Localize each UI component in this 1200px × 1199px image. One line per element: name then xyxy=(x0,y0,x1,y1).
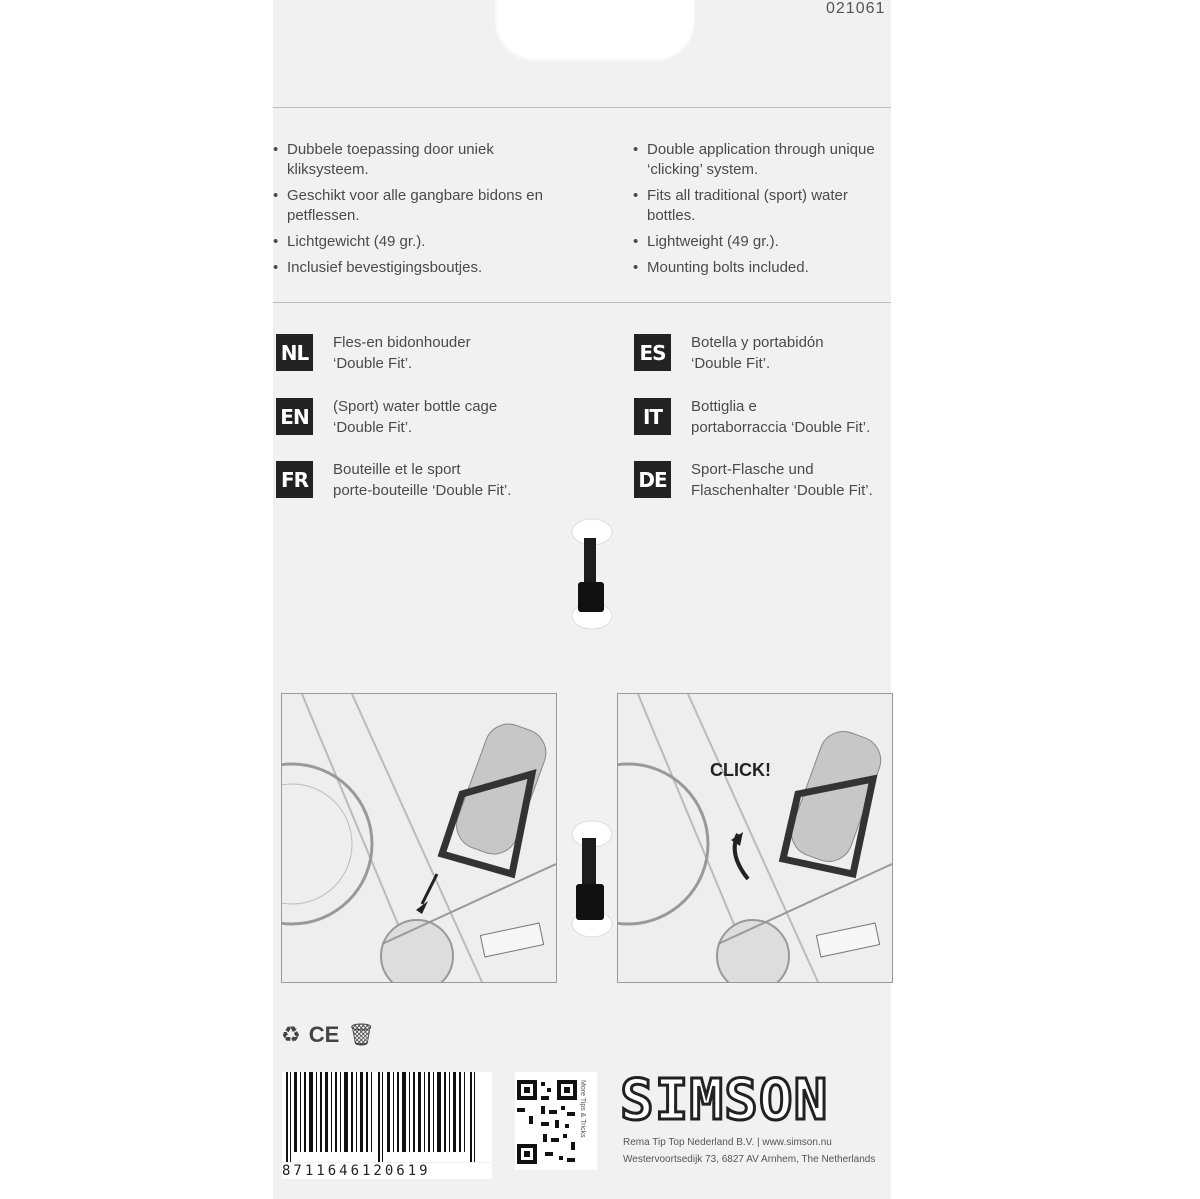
qr-code xyxy=(515,1072,597,1170)
recycle-icon: ♻ xyxy=(281,1022,301,1047)
lang-badge: EN xyxy=(276,398,313,435)
lang-text: Sport-Flasche und Flaschenhalter ‘Double Fit’. xyxy=(691,461,873,499)
company-line: Rema Tip Top Nederland B.V. | www.simson.nu xyxy=(623,1137,832,1148)
lang-row-it xyxy=(634,396,870,438)
address-line: Westervoortsedijk 73, 6827 AV Arnhem, The Netherlands xyxy=(623,1154,876,1165)
feature-nl-item: • Dubbele toepassing door uniek kliksysteem. xyxy=(273,140,563,180)
lang-badge: FR xyxy=(276,461,313,498)
feature-en-item: • Lightweight (49 gr.). xyxy=(633,232,883,252)
illustration-insert-bottle xyxy=(281,693,557,983)
divider-top xyxy=(273,107,891,108)
lang-text: Bouteille et le sport porte-bouteille ‘Double Fit’. xyxy=(333,461,512,499)
lang-text: Botella y portabidón ‘Double Fit’. xyxy=(691,334,824,372)
lang-row-en xyxy=(276,396,497,438)
feature-nl-item: • Inclusief bevestigingsboutjes. xyxy=(273,258,563,278)
features-en xyxy=(633,140,883,284)
lang-row-nl xyxy=(276,332,471,374)
lang-badge: NL xyxy=(276,334,313,371)
mounting-bolt-bottom xyxy=(570,820,614,938)
feature-en-item: • Double application through unique ‘clicking’ system. xyxy=(633,140,883,180)
barcode xyxy=(282,1072,492,1162)
lang-text: (Sport) water bottle cage ‘Double Fit’. xyxy=(333,398,498,436)
hang-hole xyxy=(495,0,695,62)
footer-icons xyxy=(281,1022,375,1048)
weee-bin-icon: 🗑 xyxy=(347,1022,376,1047)
lang-row-de xyxy=(634,459,873,501)
barcode-digits: 8711646120619 xyxy=(282,1163,492,1179)
feature-nl-item: • Geschikt voor alle gangbare bidons en petflessen. xyxy=(273,186,563,226)
feature-en-item: • Mounting bolts included. xyxy=(633,258,883,278)
features-nl xyxy=(273,140,563,284)
brand-logo: SIMSON xyxy=(620,1068,829,1133)
ce-mark-icon: CE xyxy=(308,1022,340,1047)
lang-badge: DE xyxy=(634,461,671,498)
bicycle-bottle-cage-illustration xyxy=(282,694,556,982)
lang-badge: ES xyxy=(634,334,671,371)
article-code: 021061 xyxy=(826,0,886,17)
lang-text: Fles-en bidonhouder ‘Double Fit’. xyxy=(333,334,471,372)
qr-side-text: More Tips & Tricks xyxy=(579,1080,586,1138)
lang-badge: IT xyxy=(634,398,671,435)
bicycle-bottle-cage-illustration xyxy=(618,694,892,982)
illustration-click-bottle xyxy=(617,693,893,983)
divider-middle xyxy=(273,302,891,303)
lang-row-fr xyxy=(276,459,511,501)
feature-en-item: • Fits all traditional (sport) water bottles. xyxy=(633,186,883,226)
lang-row-es xyxy=(634,332,824,374)
click-label: CLICK! xyxy=(710,760,771,780)
lang-text: Bottiglia e portaborraccia ‘Double Fit’. xyxy=(691,398,871,436)
feature-nl-item: • Lichtgewicht (49 gr.). xyxy=(273,232,563,252)
mounting-bolt-top xyxy=(570,518,614,630)
